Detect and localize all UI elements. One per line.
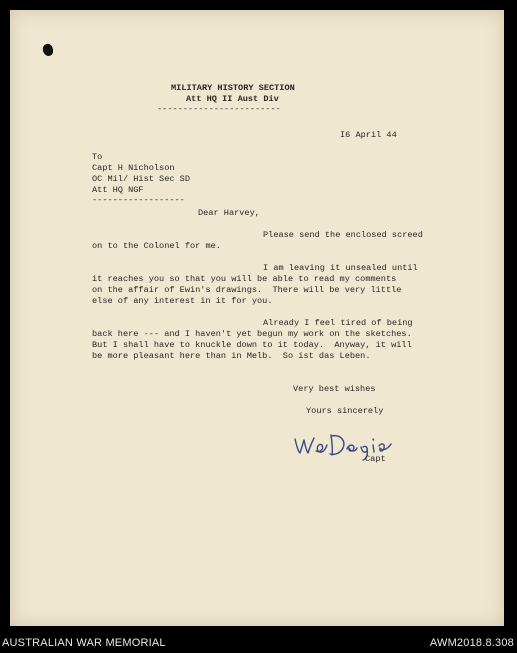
addressee-line2: OC Mil/ Hist Sec SD — [92, 174, 190, 184]
closing-sincerely: Yours sincerely — [306, 406, 384, 416]
addressee-rule: ------------------ — [92, 195, 185, 205]
to-label: To — [92, 152, 103, 162]
para1-line2: on to the Colonel for me. — [92, 241, 221, 251]
para2-line2: it reaches you so that you will be able to read my comments — [92, 274, 397, 284]
footer-catalogue-number: AWM2018.8.308 — [429, 637, 514, 649]
para3-line4: be more pleasant here than in Melb. So ist das Leben. — [92, 351, 371, 361]
letter-date: I6 April 44 — [340, 130, 397, 140]
para1-line1: Please send the enclosed screed — [263, 230, 423, 240]
closing-wishes: Very best wishes — [293, 384, 376, 394]
signatory-rank: Capt — [365, 454, 386, 464]
para2-line3: on the affair of Ewin's drawings. There will be very little — [92, 285, 402, 295]
header-rule: ------------------------ — [157, 104, 281, 114]
addressee-line3: Att HQ NGF — [92, 185, 144, 195]
footer-institution: AUSTRALIAN WAR MEMORIAL — [2, 637, 166, 649]
para3-line3: But I shall have to knuckle down to it today. Anyway, it will — [92, 340, 412, 350]
para2-line1: I am leaving it unsealed until — [263, 263, 418, 273]
punch-hole — [41, 42, 55, 57]
header-line1: MILITARY HISTORY SECTION — [171, 83, 295, 93]
addressee-line1: Capt H Nicholson — [92, 163, 175, 173]
para2-line4: else of any interest in it for you. — [92, 296, 273, 306]
para3-line1: Already I feel tired of being — [263, 318, 413, 328]
archive-footer — [0, 626, 517, 653]
salutation: Dear Harvey, — [198, 208, 260, 218]
header-line2: Att HQ II Aust Div — [186, 94, 279, 104]
para3-line2: back here --- and I haven't yet begun my work on the sketches. — [92, 329, 412, 339]
letter-page — [10, 10, 504, 626]
